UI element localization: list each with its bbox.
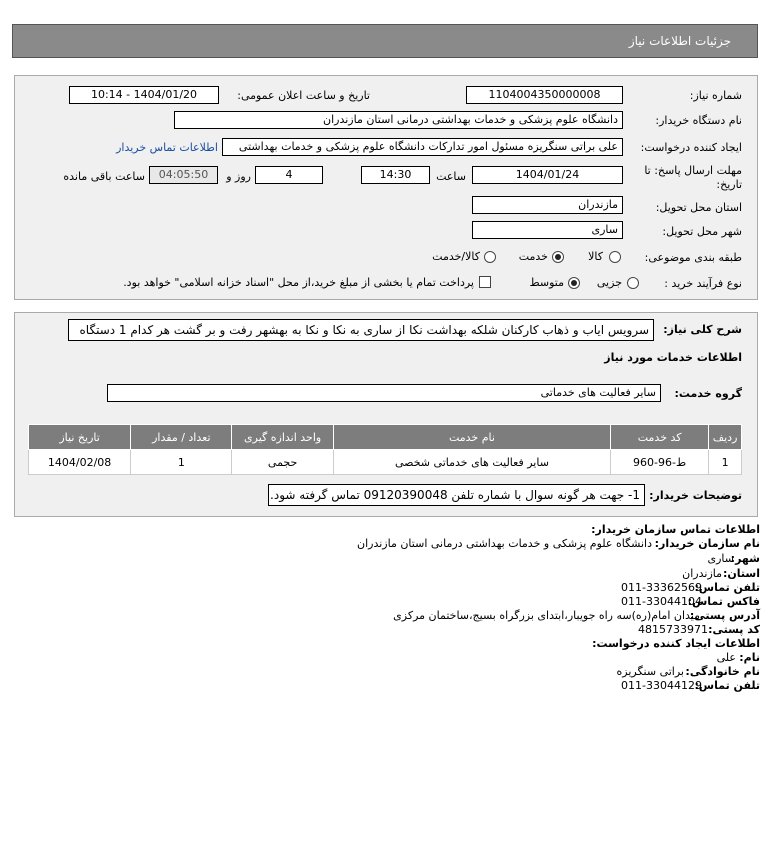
- creator-field[interactable]: علی براتی سنگریزه مسئول امور تدارکات دانشگاه علوم پزشکی و خدمات بهداشتی: [222, 138, 623, 156]
- contact-org-value: دانشگاه علوم پزشکی و خدمات بهداشتی درمانی استان مازندران: [357, 537, 652, 550]
- category-radio-goods-service[interactable]: [484, 251, 496, 263]
- cell-row: 1: [709, 450, 742, 475]
- service-group-field[interactable]: سایر فعالیت های خدماتی: [107, 384, 661, 402]
- cell-qty: 1: [131, 450, 232, 475]
- buyer-field[interactable]: دانشگاه علوم پزشکی و خدمات بهداشتی درمانی استان مازندران: [174, 111, 623, 129]
- contact-postal-value: 4815733971: [638, 623, 708, 636]
- creator-phone-value: 011-33044129: [621, 679, 702, 692]
- cell-unit: حجمی: [232, 450, 333, 475]
- announce-field[interactable]: 1404/01/20 - 10:14: [69, 86, 219, 104]
- announce-label: تاریخ و ساعت اعلان عمومی:: [237, 89, 370, 102]
- cell-code: ط-96-960: [611, 450, 709, 475]
- treasury-payment-note: پرداخت تمام یا بخشی از مبلغ خرید،از محل "اسناد خزانه اسلامی" خواهد بود.: [123, 276, 474, 289]
- buyer-contact-link[interactable]: اطلاعات تماس خریدار: [116, 141, 218, 154]
- process-option-medium: متوسط: [529, 276, 564, 289]
- cell-name: سایر فعالیت های خدماتی شخصی: [333, 450, 610, 475]
- contact-postal-label: کد پستی:: [708, 623, 760, 636]
- process-radio-minor[interactable]: [627, 277, 639, 289]
- creator-phone-label: تلفن تماس:: [694, 679, 760, 692]
- services-table: [28, 424, 742, 475]
- creator-family-value: براتی سنگریزه: [616, 665, 684, 678]
- contact-org-label: نام سازمان خریدار:: [654, 537, 760, 550]
- services-section-title: اطلاعات خدمات مورد نیاز: [604, 351, 742, 364]
- contact-phone-label: تلفن تماس:: [694, 581, 760, 594]
- process-label: نوع فرآیند خرید :: [664, 277, 742, 290]
- city-field[interactable]: ساری: [472, 221, 623, 239]
- treasury-payment-checkbox[interactable]: [479, 276, 491, 288]
- contact-address-value: میدان امام(ره)سه راه جویبار،ابتدای بزرگراه بسیج،ساختمان مرکزی: [393, 609, 700, 622]
- col-name: نام خدمت: [333, 425, 610, 450]
- deadline-date-field[interactable]: 1404/01/24: [472, 166, 623, 184]
- page-title: جزئیات اطلاعات نیاز: [628, 34, 731, 48]
- service-group-label: گروه خدمت:: [674, 387, 742, 400]
- col-code: کد خدمت: [611, 425, 709, 450]
- contact-city-value: ساری: [707, 552, 734, 565]
- creator-name-value: علی: [716, 651, 736, 664]
- col-date: تاریخ نیاز: [29, 425, 131, 450]
- need-number-field[interactable]: 1104004350000008: [466, 86, 623, 104]
- days-label: روز و: [226, 170, 251, 183]
- contact-fax-value: 011-33044104: [621, 595, 702, 608]
- category-option-goods-service: کالا/خدمت: [432, 250, 480, 263]
- contact-title: اطلاعات تماس سازمان خریدار:: [591, 523, 760, 536]
- contact-city-label: شهر:: [730, 552, 760, 565]
- buyer-notes-label: توضیحات خریدار:: [649, 489, 742, 502]
- col-unit: واحد اندازه گیری: [232, 425, 333, 450]
- creator-name-label: نام:: [739, 651, 760, 664]
- cell-date: 1404/02/08: [29, 450, 131, 475]
- contact-address-label: آدرس پستی:: [689, 609, 760, 622]
- process-option-minor: جزیی: [596, 276, 622, 289]
- need-number-label: شماره نیاز:: [689, 89, 742, 102]
- deadline-label: مهلت ارسال پاسخ: تا تاریخ:: [644, 164, 742, 191]
- contact-province-value: مازندران: [682, 567, 722, 580]
- category-label: طبقه بندی موضوعی:: [644, 251, 742, 264]
- creator-info-title: اطلاعات ایجاد کننده درخواست:: [592, 637, 760, 650]
- page-header: [12, 24, 758, 58]
- contact-fax-label: فاکس تماس:: [687, 595, 760, 608]
- city-label: شهر محل تحویل:: [662, 225, 742, 238]
- process-radio-medium[interactable]: [568, 277, 580, 289]
- category-radio-service[interactable]: [552, 251, 564, 263]
- contact-phone-value: 011-33362569: [621, 581, 702, 594]
- deadline-time-field[interactable]: 14:30: [361, 166, 430, 184]
- col-row: ردیف: [709, 425, 742, 450]
- remaining-label: ساعت باقی مانده: [63, 170, 145, 183]
- creator-family-label: نام خانوادگی:: [685, 665, 760, 678]
- creator-label: ایجاد کننده درخواست:: [640, 141, 742, 154]
- table-row[interactable]: [29, 450, 742, 475]
- category-option-service: خدمت: [518, 250, 548, 263]
- deadline-time-label: ساعت: [436, 170, 466, 183]
- contact-province-label: استان:: [723, 567, 760, 580]
- province-field[interactable]: مازندران: [472, 196, 623, 214]
- province-label: استان محل تحویل:: [655, 201, 742, 214]
- remaining-time-field: 04:05:50: [149, 166, 218, 184]
- days-field[interactable]: 4: [255, 166, 323, 184]
- table-header-row: [29, 425, 742, 450]
- category-radio-goods[interactable]: [609, 251, 621, 263]
- summary-field[interactable]: سرویس ایاب و ذهاب کارکنان شلکه بهداشت نکا از ساری به نکا و نکا به بهشهر رفت و بر گشت هر کدام 1 دستگاه: [68, 319, 654, 341]
- buyer-notes-field[interactable]: 1- جهت هر گونه سوال با شماره تلفن 09120390048 تماس گرفته شود.: [268, 484, 645, 506]
- buyer-label: نام دستگاه خریدار:: [655, 114, 742, 127]
- summary-label: شرح کلی نیاز:: [663, 323, 742, 336]
- col-qty: تعداد / مقدار: [131, 425, 232, 450]
- category-option-goods: کالا: [588, 250, 603, 263]
